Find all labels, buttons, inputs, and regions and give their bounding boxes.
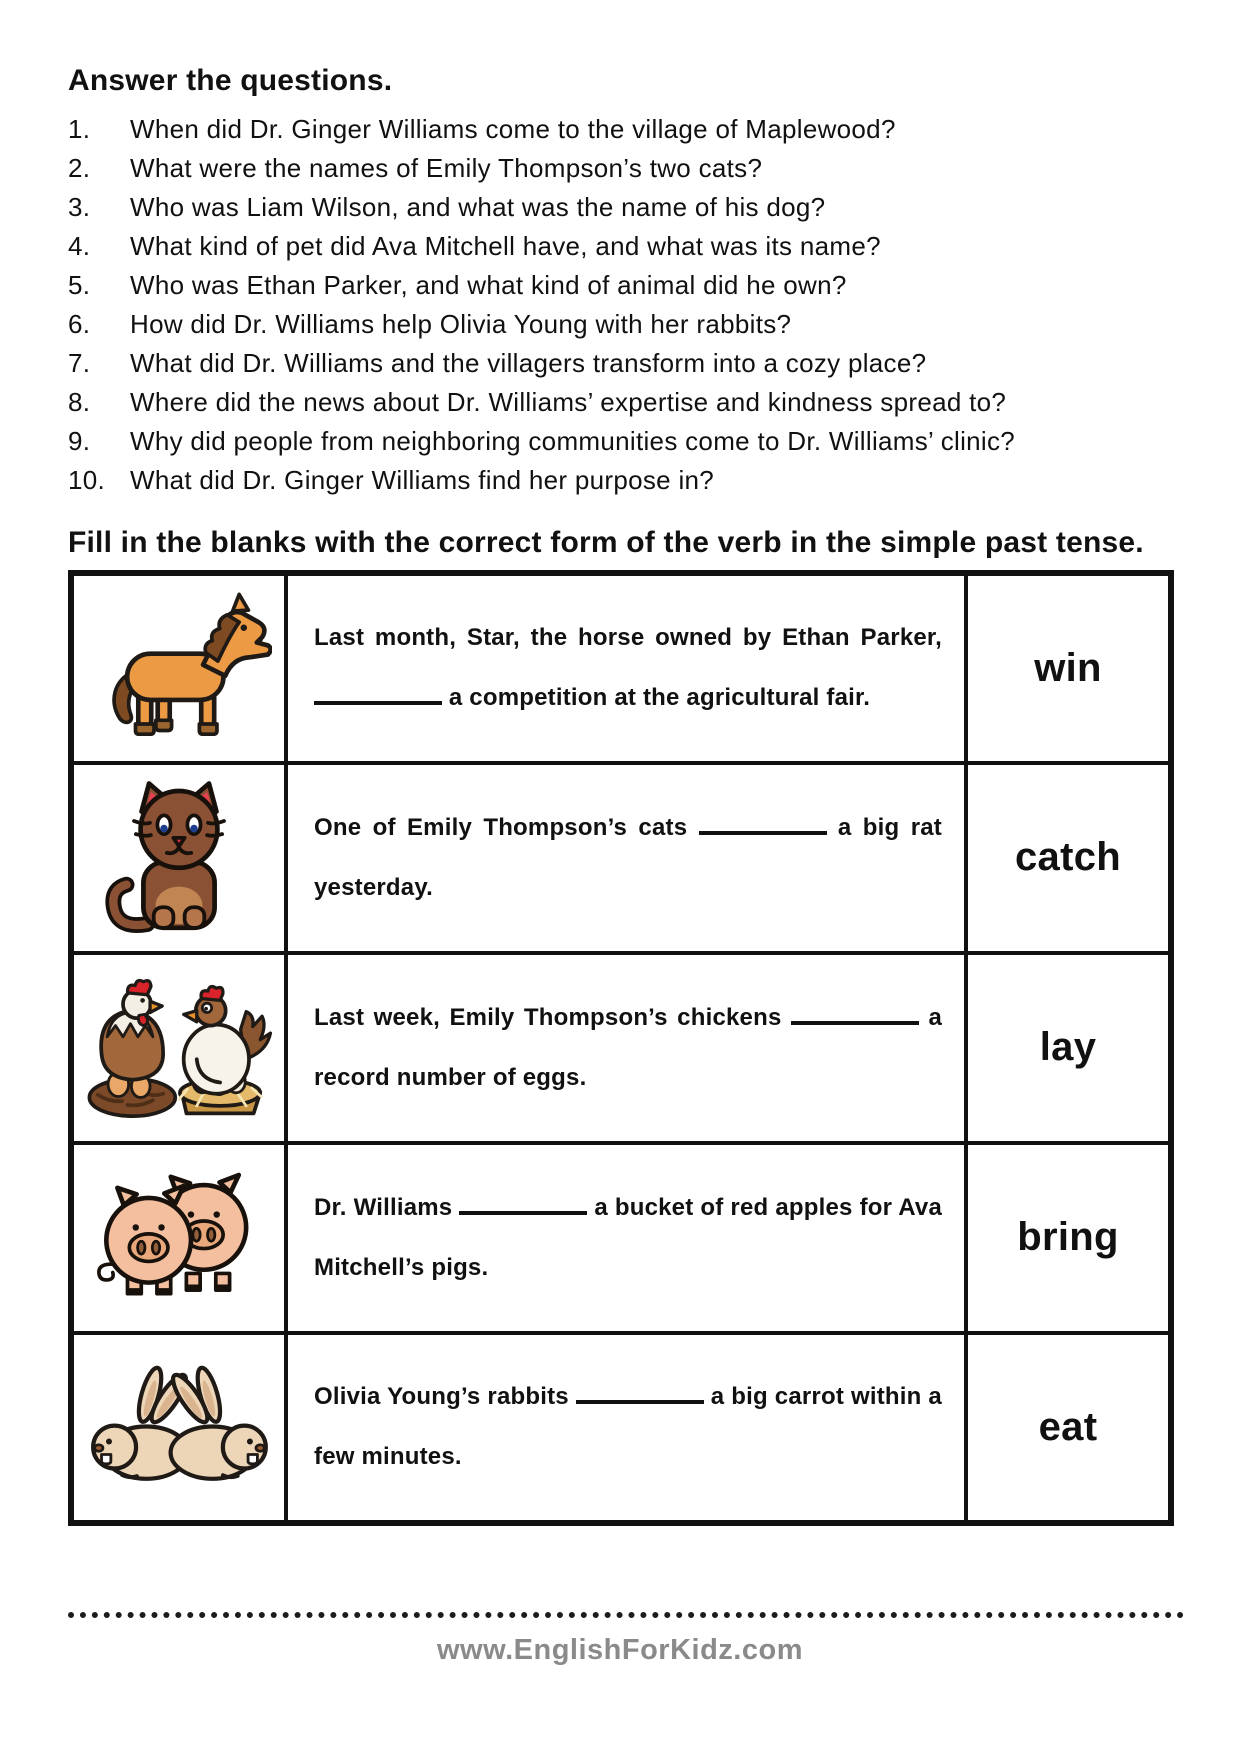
sentence [314,608,942,728]
question-item [68,387,1172,426]
question-item [68,270,1172,309]
question-item [68,153,1172,192]
verb-cell [966,953,1171,1143]
animal-image-cell [71,1333,286,1523]
sentence-after-blank: a competition at the agricultural fair. [448,684,871,712]
question-text: What were the names of Emily Thompson’s two cats? [130,153,763,183]
table-row [71,763,1171,953]
question-item [68,114,1172,153]
chickens-illustration [81,973,277,1123]
answer-blank [314,700,442,705]
table-row [71,1333,1171,1523]
question-text: What kind of pet did Ava Mitchell have, and what was its name? [130,231,881,261]
sentence-after-blank: a big carrot within a few minutes. [314,1383,942,1471]
animal-image-cell [71,953,286,1143]
question-list [68,114,1172,504]
question-number: 2. [68,153,91,183]
sentence-cell [286,763,966,953]
question-item [68,192,1172,231]
animal-image-cell [71,763,286,953]
dotted-divider [68,1612,1184,1618]
sentence-cell [286,1143,966,1333]
verb-cell [966,573,1171,763]
verb-prompt: bring [1017,1215,1119,1260]
question-text: Who was Liam Wilson, and what was the name of his dog? [130,192,826,222]
question-item [68,231,1172,270]
question-item [68,348,1172,387]
sentence-cell [286,573,966,763]
answer-blank [791,1020,919,1025]
sentence-before-blank: Olivia Young’s rabbits [314,1383,569,1411]
horse-illustration [86,587,272,749]
question-number: 4. [68,231,91,261]
question-number: 1. [68,114,91,144]
rabbits-illustration [81,1357,277,1497]
sentence-cell [286,953,966,1143]
footer-website-url: www.EnglishForKidz.com [437,1633,803,1666]
animal-image-cell [71,1143,286,1333]
question-text: Where did the news about Dr. Williams’ expertise and kindness spread to? [130,387,1007,417]
question-item [68,309,1172,348]
sentence-after-blank: a record number of eggs. [314,1003,942,1091]
verb-prompt: catch [1015,835,1121,880]
sentence [314,988,942,1108]
question-number: 9. [68,426,91,456]
sentence-before-blank: Last month, Star, the horse owned by Ethan Parker, [314,624,942,652]
table-row [71,953,1171,1143]
question-number: 5. [68,270,91,300]
question-number: 7. [68,348,91,378]
verb-cell [966,1143,1171,1333]
sentence [314,798,942,918]
question-item [68,426,1172,465]
sentence-cell [286,1333,966,1523]
sentence-before-blank: Last week, Emily Thompson’s chickens [314,1003,782,1031]
verb-prompt: eat [1038,1404,1098,1449]
table-row [71,1143,1171,1333]
verb-cell [966,1333,1171,1523]
question-number: 10. [68,465,106,495]
cat-illustration [94,776,264,940]
sentence-before-blank: One of Emily Thompson’s cats [314,813,688,841]
question-text: What did Dr. Williams and the villagers transform into a cozy place? [130,348,927,378]
question-text: Who was Ethan Parker, and what kind of animal did he own? [130,270,847,300]
question-number: 6. [68,309,91,339]
verb-cell [966,763,1171,953]
answer-blank [699,830,827,835]
verb-prompt: win [1034,645,1102,690]
section2-title: Fill in the blanks with the correct form of the verb in the simple past tense. [68,526,1144,559]
sentence-before-blank: Dr. Williams [314,1193,453,1221]
fill-in-blanks-table [68,570,1174,1526]
section1-title: Answer the questions. [68,64,393,97]
question-text: When did Dr. Ginger Williams come to the village of Maplewood? [130,114,896,144]
animal-image-cell [71,573,286,763]
question-text: How did Dr. Williams help Olivia Young with her rabbits? [130,309,792,339]
sentence-after-blank: a bucket of red apples for Ava Mitchell’s pigs. [314,1193,942,1281]
verb-prompt: lay [1039,1025,1097,1070]
sentence [314,1178,942,1298]
table-row [71,573,1171,763]
question-item [68,465,1172,504]
sentence [314,1367,942,1487]
answer-blank [459,1210,587,1215]
question-number: 3. [68,192,91,222]
pigs-illustration [87,1164,271,1312]
sentence-after-blank: a big rat yesterday. [314,813,942,901]
answer-blank [576,1399,704,1404]
question-number: 8. [68,387,91,417]
question-text: Why did people from neighboring communities come to Dr. Williams’ clinic? [130,426,1016,456]
question-text: What did Dr. Ginger Williams find her purpose in? [130,465,715,495]
